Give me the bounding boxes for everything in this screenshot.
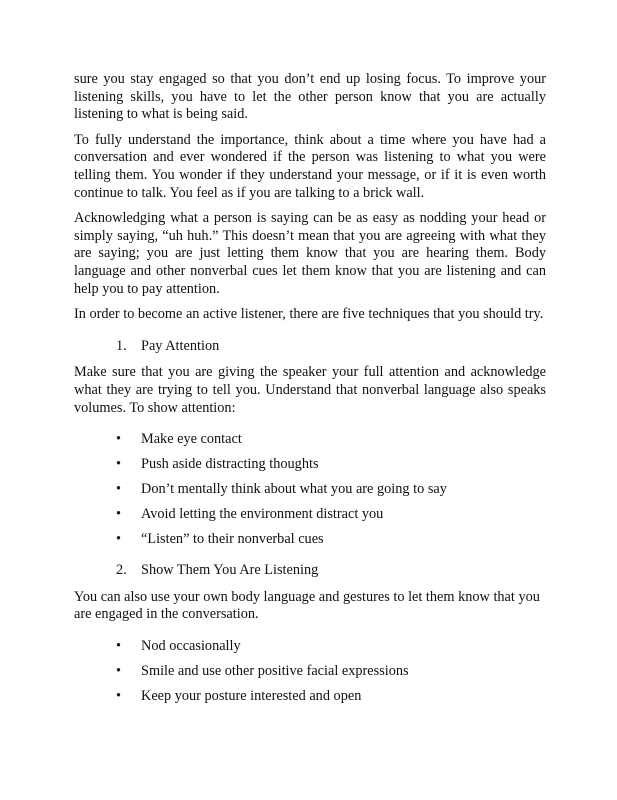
paragraph-acknowledging: Acknowledging what a person is saying can be as easy as nodding your head or simply saying, “uh huh.” This doesn’t mean that you are agreeing with what they are saying; you are just letting them know that you are hearing them. Body language and other nonverbal cues let them know that you are listening and can help you to pay attention.	[74, 210, 546, 297]
bullet-list-attention	[74, 431, 546, 548]
list-item	[74, 688, 546, 706]
list-item-text: Make eye contact	[141, 431, 242, 448]
list-item	[74, 638, 546, 656]
list-item	[74, 481, 546, 499]
list-item-text: “Listen” to their nonverbal cues	[141, 530, 324, 547]
section-title: Pay Attention	[141, 337, 220, 354]
section-number: 2.	[116, 562, 127, 579]
list-item-text: Push aside distracting thoughts	[141, 455, 319, 472]
list-item	[74, 663, 546, 681]
list-item	[74, 431, 546, 449]
paragraph-pay-attention: Make sure that you are giving the speaker your full attention and acknowledge what they are trying to tell you. Understand that nonverbal language also speaks volumes. To show attention:	[74, 364, 546, 416]
document-page	[74, 71, 546, 713]
paragraph-engaged: sure you stay engaged so that you don’t end up losing focus. To improve your listening skills, you have to let the other person know that you are actually listening to what is being said.	[74, 71, 546, 123]
list-item-text: Avoid letting the environment distract you	[141, 505, 384, 522]
list-item-text: Smile and use other positive facial expressions	[141, 662, 409, 679]
section-number: 1.	[116, 337, 127, 354]
list-item	[74, 506, 546, 524]
paragraph-importance: To fully understand the importance, think about a time where you have had a conversation and ever wondered if the person was listening to what you were telling them. You wonder if they understand your message, or if it is even worth continue to talk. You feel as if you are talking to a brick wall.	[74, 131, 546, 201]
bullet-icon: •	[116, 638, 122, 655]
bullet-icon: •	[116, 662, 122, 679]
section-title: Show Them You Are Listening	[141, 562, 319, 579]
section-heading-show-listening	[74, 562, 546, 580]
paragraph-show-listening: You can also use your own body language and gestures to let them know that you are engaged in the conversation.	[74, 588, 540, 623]
bullet-icon: •	[116, 505, 122, 522]
bullet-icon: •	[116, 455, 122, 472]
bullet-icon: •	[116, 431, 122, 448]
list-item	[74, 531, 546, 549]
bullet-list-listening	[74, 638, 546, 705]
bullet-icon: •	[116, 687, 122, 704]
list-item-text: Keep your posture interested and open	[141, 687, 362, 704]
bullet-icon: •	[116, 530, 122, 547]
section-heading-pay-attention	[74, 338, 546, 356]
list-item-text: Don’t mentally think about what you are going to say	[141, 480, 447, 497]
list-item-text: Nod occasionally	[141, 638, 241, 655]
bullet-icon: •	[116, 480, 122, 497]
list-item	[74, 456, 546, 474]
paragraph-five-techniques: In order to become an active listener, there are five techniques that you should try.	[74, 306, 544, 323]
